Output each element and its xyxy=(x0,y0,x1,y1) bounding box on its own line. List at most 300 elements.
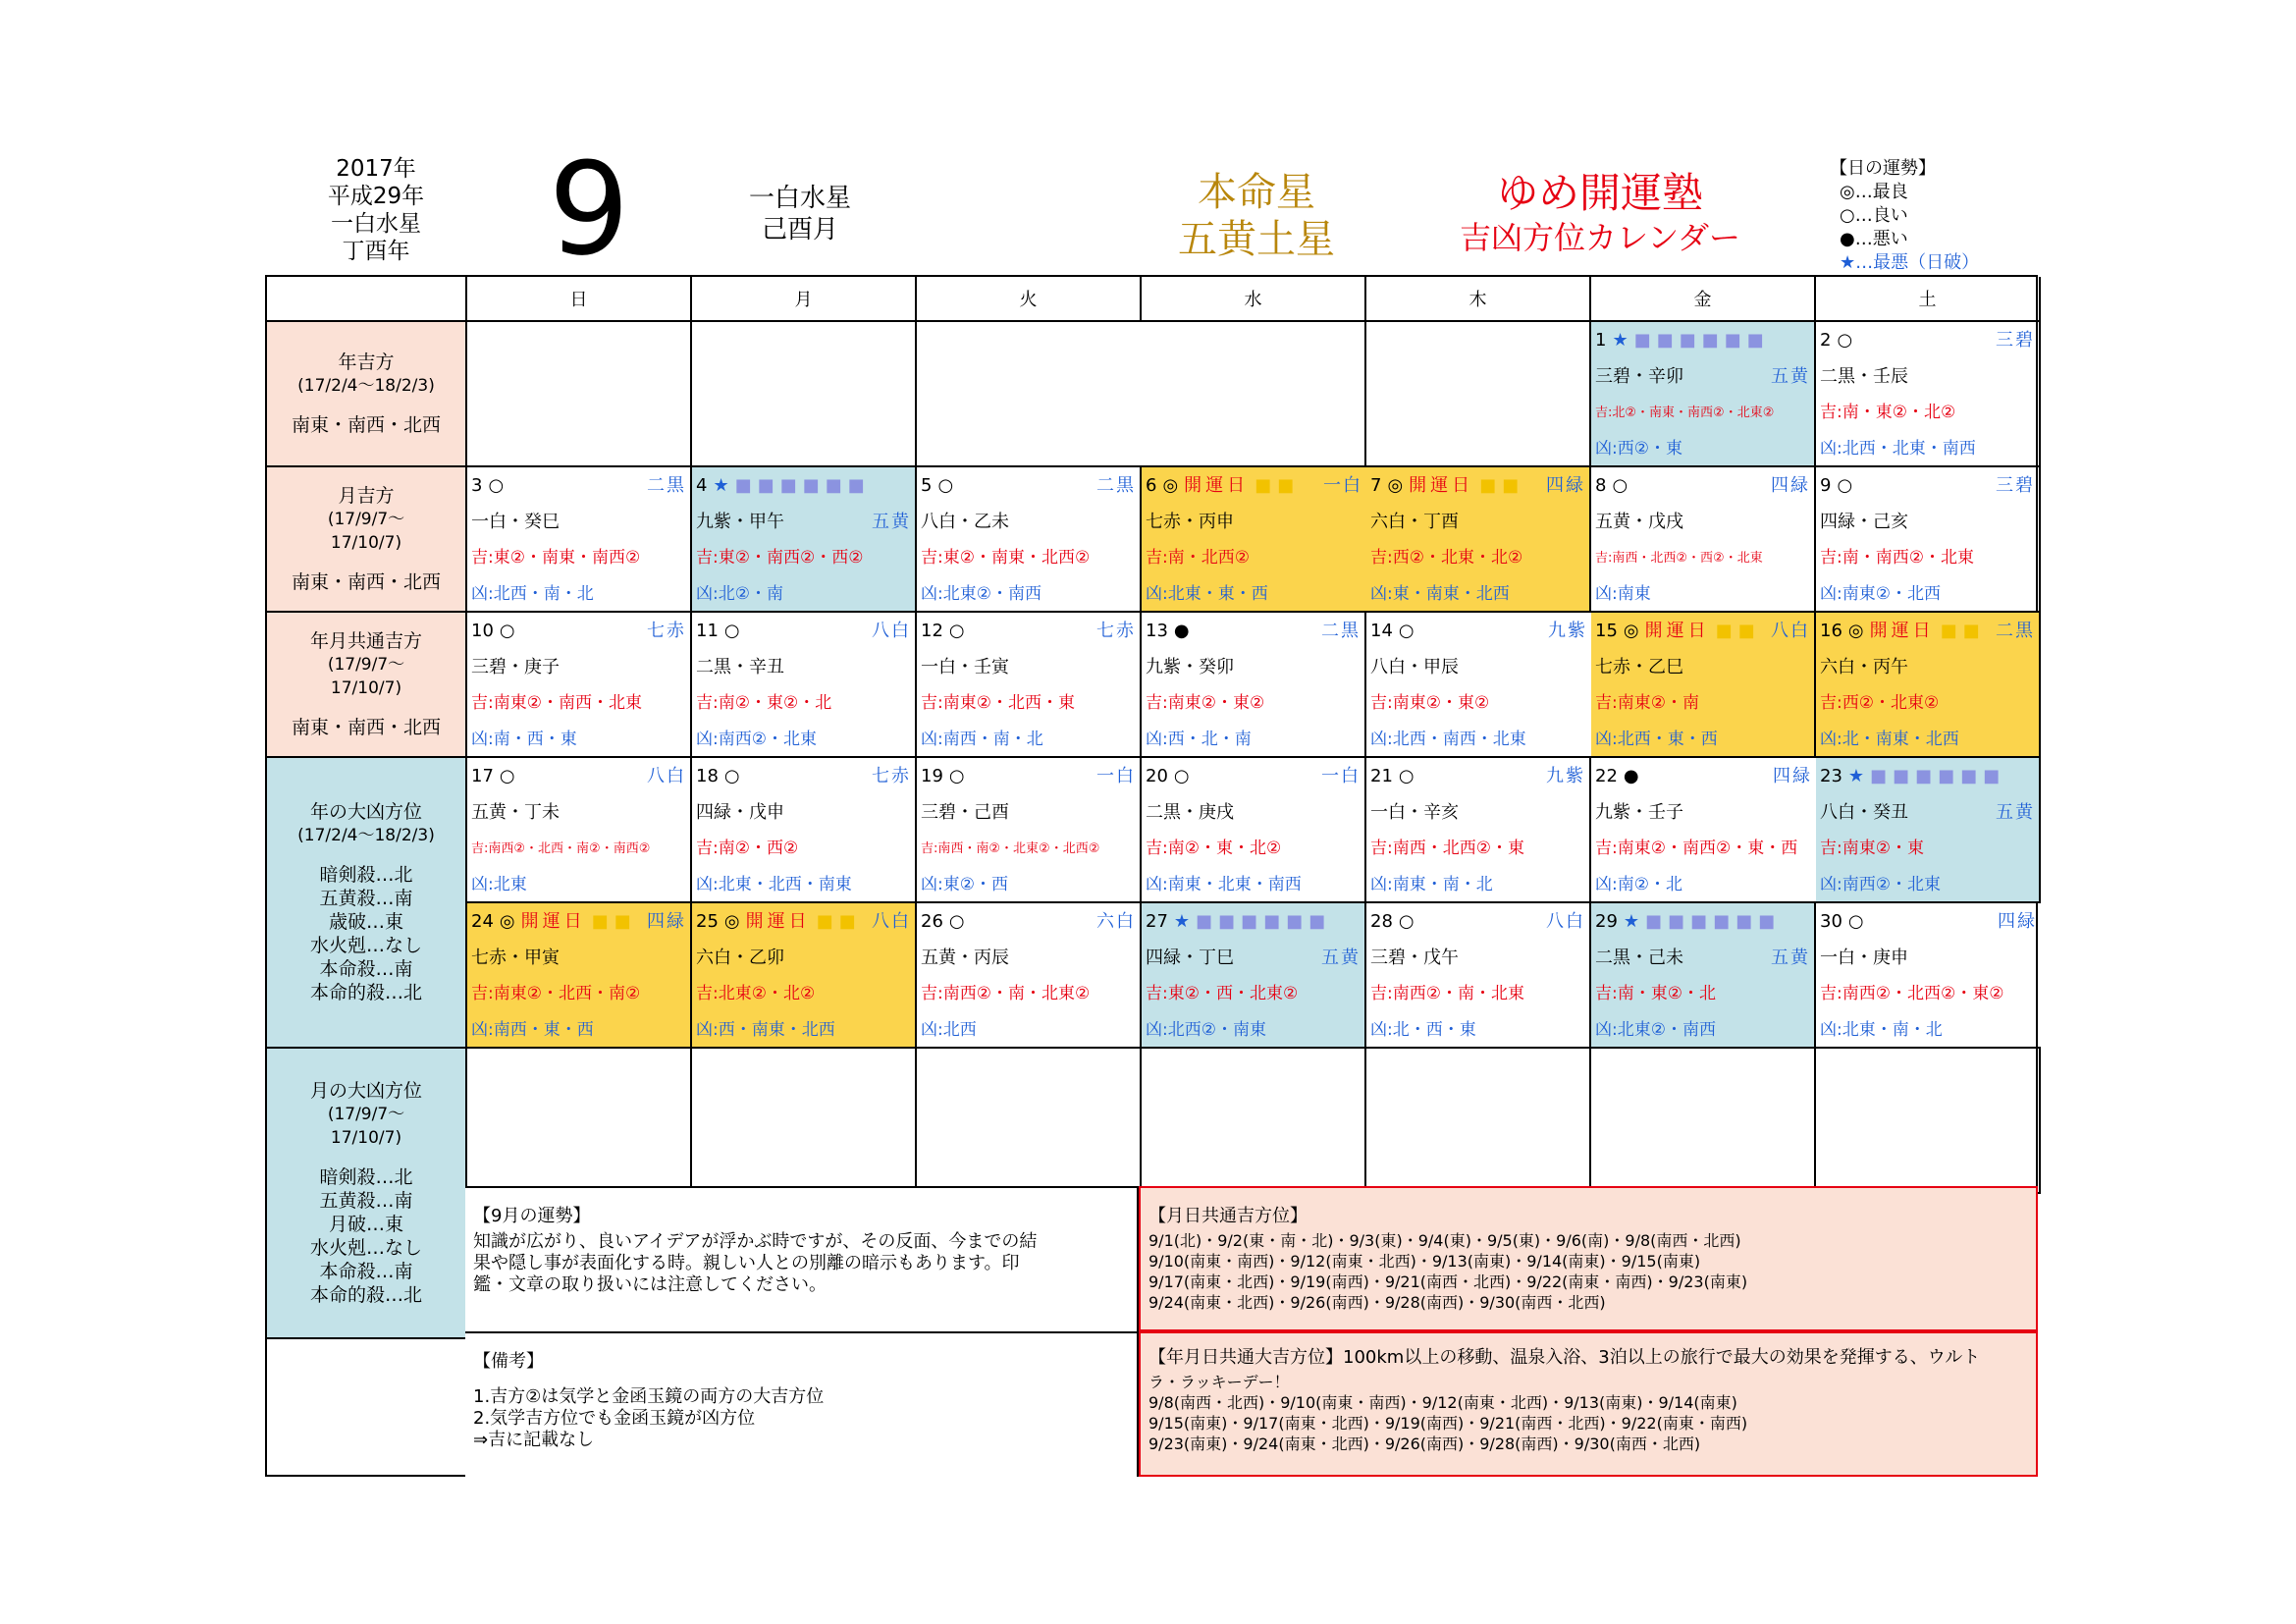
side-line: 水火剋…なし xyxy=(309,935,422,956)
side-line: 五黄殺…南 xyxy=(319,888,413,909)
year-info xyxy=(312,155,440,265)
day-lucky-directions: 吉:南西②・北西②・東② xyxy=(1820,984,2004,1003)
day-lucky-directions: 吉:南西②・北西・南②・南西② xyxy=(471,841,651,856)
empty-day-cell xyxy=(692,1049,917,1194)
side-section xyxy=(267,613,467,758)
day-number: 16 xyxy=(1820,621,1842,641)
day-kanshi: 五黄・戊戌 xyxy=(1595,512,1683,532)
day-lucky-directions: 吉:北②・南東・南西②・北東② xyxy=(1595,406,1775,420)
day-kanshi: 三碧・庚子 xyxy=(471,657,560,677)
day-kanshi: 一白・庚申 xyxy=(1820,947,1908,968)
fortune-mark-icon: ◎ xyxy=(1162,475,1179,496)
fortune-mark-icon: ○ xyxy=(499,766,515,786)
day-header xyxy=(1146,758,1190,794)
legend-item: ◎…最良 xyxy=(1840,182,1908,202)
day-unlucky-directions: 凶:西・南東・北西 xyxy=(696,1020,835,1040)
day-kanshi: 三碧・辛卯 xyxy=(1595,366,1683,387)
month-star-line: 一白水星 xyxy=(748,184,851,213)
day-lucky-directions: 吉:南西②・南・北東② xyxy=(921,984,1091,1003)
day-header xyxy=(921,467,953,504)
day-cell xyxy=(1591,322,1816,467)
day-number: 4 xyxy=(696,475,708,496)
month-star xyxy=(726,183,874,245)
day-star: 五黄 xyxy=(1321,947,1361,968)
day-star: 四緑 xyxy=(1546,475,1585,496)
day-header xyxy=(1370,467,1530,504)
day-kanshi: 五黄・丁未 xyxy=(471,802,560,823)
day-top-row xyxy=(471,758,686,794)
note-line: 9/10(南東・南西)・9/12(南東・北西)・9/13(南東)・9/14(南東)・9/15(南東) xyxy=(1148,1252,1701,1271)
day-cell xyxy=(692,758,917,903)
day-header xyxy=(471,467,504,504)
day-header xyxy=(1370,758,1415,794)
fortune-mark-icon: ★ xyxy=(1612,330,1629,351)
day-star: 八白 xyxy=(872,911,911,932)
day-number: 15 xyxy=(1595,621,1618,641)
day-top-row xyxy=(1146,467,1362,504)
day-cell xyxy=(1142,758,1366,903)
day-cell xyxy=(692,613,917,758)
day-cell xyxy=(1816,467,2041,613)
day-star: 七赤 xyxy=(872,766,911,786)
day-lucky-directions: 吉:南東②・南 xyxy=(1595,693,1699,713)
day-star: 五黄 xyxy=(872,512,911,532)
day-cell xyxy=(1591,903,1816,1049)
day-number: 1 xyxy=(1595,330,1607,351)
day-header xyxy=(1370,903,1415,940)
side-line: 南東・南西・北西 xyxy=(291,717,441,738)
day-kanshi: 七赤・乙巳 xyxy=(1595,657,1683,677)
empty-day-cell xyxy=(1816,1049,2041,1194)
day-cell xyxy=(692,467,917,613)
day-number: 25 xyxy=(696,911,719,932)
empty-day-cell xyxy=(1591,1049,1816,1194)
fortune-mark-icon: ○ xyxy=(499,621,515,641)
day-number: 21 xyxy=(1370,766,1393,786)
day-cell xyxy=(1366,467,1591,613)
day-lucky-directions: 吉:南西・南②・北東②・北西② xyxy=(921,841,1100,856)
day-unlucky-directions: 凶:北東・北西・南東 xyxy=(696,875,852,894)
day-header xyxy=(1820,613,1992,649)
day-number: 22 xyxy=(1595,766,1618,786)
day-cell xyxy=(1142,903,1366,1049)
day-number: 8 xyxy=(1595,475,1607,496)
day-unlucky-directions: 凶:北西・北東・南西 xyxy=(1820,439,1976,459)
side-line: 南東・南西・北西 xyxy=(291,571,441,593)
day-top-row xyxy=(696,613,911,649)
day-lucky-directions: 吉:東②・西・北東② xyxy=(1146,984,1299,1003)
day-cell xyxy=(1366,613,1591,758)
kaiun-label: 開運日 xyxy=(1869,621,1935,641)
day-star: 二黒 xyxy=(647,475,686,496)
brand-name: ゆめ開運塾 xyxy=(1496,169,1703,217)
day-cell xyxy=(917,903,1142,1049)
side-period: (17/2/4～18/2/3) xyxy=(297,376,435,396)
fortune-mark-icon: ○ xyxy=(1837,330,1853,351)
day-lucky-directions: 吉:南・東②・北 xyxy=(1595,984,1716,1003)
day-star: 五黄 xyxy=(1771,366,1810,387)
brand-subtitle: 吉凶方位カレンダー xyxy=(1460,219,1740,256)
empty-day-cell xyxy=(1142,1049,1366,1194)
day-header xyxy=(1595,903,1787,940)
day-header xyxy=(1820,903,1864,940)
day-number: 2 xyxy=(1820,330,1832,351)
fortune-mark-icon: ○ xyxy=(1398,766,1415,786)
day-header xyxy=(1146,467,1306,504)
side-line: 水火剋…なし xyxy=(309,1237,422,1259)
note-line: 9/8(南西・北西)・9/10(南東・南西)・9/12(南東・北西)・9/13(南東)・9/14(南東) xyxy=(1148,1393,1737,1412)
side-title: 月の大凶方位 xyxy=(309,1080,422,1102)
legend-item: ★…最悪（日破） xyxy=(1840,252,1980,273)
day-star: 四緑 xyxy=(1773,766,1812,786)
day-header xyxy=(1595,467,1628,504)
note-line: 1.吉方②は気学と金函玉鏡の両方の大吉方位 xyxy=(473,1386,825,1407)
fortune-mark-icon: ◎ xyxy=(1387,475,1404,496)
day-top-row xyxy=(696,903,911,940)
day-kanshi: 九紫・甲午 xyxy=(696,512,784,532)
side-period: 17/10/7) xyxy=(330,533,402,553)
day-kanshi: 一白・壬寅 xyxy=(921,657,1009,677)
fortune-mark-icon: ○ xyxy=(937,475,954,496)
day-unlucky-directions: 凶:南・西・東 xyxy=(471,730,577,749)
day-cell xyxy=(467,613,692,758)
square-deco-icon: ■■ xyxy=(1255,475,1301,496)
day-top-row xyxy=(921,467,1136,504)
fortune-mark-icon: ○ xyxy=(1837,475,1853,496)
note-line: 知識が広がり、良いアイデアが浮かぶ時ですが、その反面、今までの結 xyxy=(473,1231,1038,1252)
day-star: 一白 xyxy=(1323,475,1362,496)
day-unlucky-directions: 凶:北②・南 xyxy=(696,584,783,604)
day-unlucky-directions: 凶:東・南東・北西 xyxy=(1370,584,1510,604)
day-unlucky-directions: 凶:北東②・南西 xyxy=(1595,1020,1716,1040)
day-cell xyxy=(1591,613,1816,758)
day-lucky-directions: 吉:南②・東・北② xyxy=(1146,839,1282,858)
side-title: 月吉方 xyxy=(338,485,395,507)
fortune-mark-icon: ○ xyxy=(488,475,505,496)
day-lucky-directions: 吉:南・南西②・北東 xyxy=(1820,548,1974,568)
square-deco-icon: ■■ xyxy=(1479,475,1525,496)
day-lucky-directions: 吉:南東②・北西・東 xyxy=(921,693,1075,713)
year-line: 丁酉年 xyxy=(342,239,410,264)
square-deco-icon: ■■■■■■ xyxy=(1645,911,1782,932)
weekday-header: 水 xyxy=(1142,277,1366,322)
day-top-row xyxy=(1595,758,1812,794)
day-lucky-directions: 吉:南②・西② xyxy=(696,839,799,858)
day-lucky-directions: 吉:東②・南東・南西② xyxy=(471,548,641,568)
day-lucky-directions: 吉:南東②・東② xyxy=(1146,693,1265,713)
day-header xyxy=(1595,322,1776,358)
day-unlucky-directions: 凶:南東・北東・南西 xyxy=(1146,875,1302,894)
day-kanshi: 四緑・戊申 xyxy=(696,802,784,823)
day-number: 11 xyxy=(696,621,719,641)
day-unlucky-directions: 凶:南②・北 xyxy=(1595,875,1682,894)
day-lucky-directions: 吉:西②・北東・北② xyxy=(1370,548,1523,568)
side-period: (17/2/4～18/2/3) xyxy=(297,826,435,845)
day-lucky-directions: 吉:南東②・南西・北東 xyxy=(471,693,642,713)
note-title: 【9月の運勢】 xyxy=(473,1206,591,1226)
day-top-row xyxy=(921,613,1136,649)
day-number: 23 xyxy=(1820,766,1842,786)
side-line: 本命的殺…北 xyxy=(309,1284,422,1306)
day-top-row xyxy=(696,758,911,794)
day-unlucky-directions: 凶:北・西・東 xyxy=(1370,1020,1476,1040)
day-star: 六白 xyxy=(1096,911,1136,932)
day-unlucky-directions: 凶:北東・南・北 xyxy=(1820,1020,1943,1040)
day-star: 二黒 xyxy=(1996,621,2035,641)
note-line: 9/24(南東・北西)・9/26(南西)・9/28(南西)・9/30(南西・北西) xyxy=(1148,1293,1606,1312)
empty-day-cell xyxy=(467,1049,692,1194)
day-star: 七赤 xyxy=(647,621,686,641)
day-lucky-directions: 吉:南東②・東② xyxy=(1370,693,1490,713)
note-line: 2.気学吉方位でも金函玉鏡が凶方位 xyxy=(473,1408,756,1429)
fortune-mark-icon: ◎ xyxy=(723,911,740,932)
side-line: 暗剣殺…北 xyxy=(319,864,413,886)
day-top-row xyxy=(1820,322,2035,358)
day-unlucky-directions: 凶:西②・東 xyxy=(1595,439,1682,459)
day-top-row xyxy=(921,758,1136,794)
day-number: 3 xyxy=(471,475,483,496)
day-top-row xyxy=(1820,903,2037,940)
square-deco-icon: ■■■■■■ xyxy=(1633,330,1770,351)
day-top-row xyxy=(1370,758,1585,794)
day-top-row xyxy=(471,467,686,504)
day-lucky-directions: 吉:東②・南西②・西② xyxy=(696,548,864,568)
corner-cell xyxy=(267,277,467,322)
weekday-header: 火 xyxy=(917,277,1142,322)
day-star: 二黒 xyxy=(1096,475,1136,496)
note-line: ラ・ラッキーデー！ xyxy=(1148,1373,1290,1391)
day-header xyxy=(696,903,868,940)
note-line: 9/17(南東・北西)・9/19(南西)・9/21(南西・北西)・9/22(南東・南西)・9/23(南東) xyxy=(1148,1272,1748,1291)
day-number: 17 xyxy=(471,766,494,786)
day-cell xyxy=(467,467,692,613)
day-unlucky-directions: 凶:東②・西 xyxy=(921,875,1008,894)
day-kanshi: 四緑・丁巳 xyxy=(1146,947,1234,968)
honmei-title xyxy=(1148,169,1364,263)
fortune-mark-icon: ◎ xyxy=(1623,621,1639,641)
day-lucky-directions: 吉:南・北西② xyxy=(1146,548,1250,568)
weekday-header: 木 xyxy=(1366,277,1591,322)
day-unlucky-directions: 凶:南東②・北西 xyxy=(1820,584,1941,604)
side-title: 年の大凶方位 xyxy=(309,801,422,823)
side-section xyxy=(267,467,467,613)
side-title: 年吉方 xyxy=(338,352,395,373)
side-line: 歳破…東 xyxy=(328,911,403,933)
day-kanshi: 九紫・癸卯 xyxy=(1146,657,1234,677)
square-deco-icon: ■■ xyxy=(816,911,862,932)
fortune-mark-icon: ○ xyxy=(1612,475,1629,496)
day-kanshi: 二黒・辛丑 xyxy=(696,657,784,677)
square-deco-icon: ■■ xyxy=(591,911,637,932)
day-lucky-directions: 吉:南西・北西②・西②・北東 xyxy=(1595,551,1763,566)
note-line: 9/15(南東)・9/17(南東・北西)・9/19(南西)・9/21(南西・北西)・9/22(南東・南西) xyxy=(1148,1414,1748,1433)
day-unlucky-directions: 凶:北西・南・北 xyxy=(471,584,594,604)
day-cell xyxy=(1591,467,1816,613)
day-lucky-directions: 吉:南西②・南・北東 xyxy=(1370,984,1524,1003)
day-unlucky-directions: 凶:西・北・南 xyxy=(1146,730,1252,749)
day-top-row xyxy=(1820,613,2035,649)
day-header xyxy=(471,758,515,794)
side-section xyxy=(267,322,467,467)
day-number: 13 xyxy=(1146,621,1168,641)
day-header xyxy=(471,903,643,940)
square-deco-icon: ■■■■■■ xyxy=(734,475,871,496)
square-deco-icon: ■■ xyxy=(1715,621,1761,641)
side-period: (17/9/7～ xyxy=(327,655,405,675)
side-section xyxy=(267,1049,467,1339)
day-lucky-directions: 吉:南東②・南西②・東・西 xyxy=(1595,839,1798,858)
day-star: 四緑 xyxy=(1998,911,2037,932)
day-cell xyxy=(467,903,692,1049)
honmei-line: 五黄土星 xyxy=(1178,217,1335,262)
day-kanshi: 二黒・庚戌 xyxy=(1146,802,1234,823)
day-number: 19 xyxy=(921,766,943,786)
day-unlucky-directions: 凶:北東②・南西 xyxy=(921,584,1041,604)
year-line: 平成29年 xyxy=(327,184,425,209)
kaiun-label: 開運日 xyxy=(1644,621,1710,641)
day-cell xyxy=(467,758,692,903)
day-lucky-directions: 吉:南東②・北西・南② xyxy=(471,984,641,1003)
day-star: 三碧 xyxy=(1996,475,2035,496)
empty-day-cell xyxy=(1366,1049,1591,1194)
day-number: 28 xyxy=(1370,911,1393,932)
day-kanshi: 三碧・己酉 xyxy=(921,802,1009,823)
day-header xyxy=(921,613,965,649)
fortune-mark-icon: ○ xyxy=(1173,766,1190,786)
day-cell xyxy=(1816,903,2041,1049)
fortune-mark-icon: ★ xyxy=(1623,911,1640,932)
legend-item: ●…悪い xyxy=(1840,229,1908,249)
day-header xyxy=(1146,903,1337,940)
side-line: 本命殺…南 xyxy=(319,1261,413,1282)
day-kanshi: 八白・甲辰 xyxy=(1370,657,1459,677)
day-cell xyxy=(1366,758,1591,903)
day-top-row xyxy=(1146,613,1361,649)
day-unlucky-directions: 凶:南西②・北東 xyxy=(1820,875,1941,894)
day-star: 八白 xyxy=(1771,621,1810,641)
side-line: 本命殺…南 xyxy=(319,958,413,980)
fortune-mark-icon: ◎ xyxy=(1847,621,1864,641)
day-kanshi: 六白・乙卯 xyxy=(696,947,784,968)
day-number: 6 xyxy=(1146,475,1157,496)
day-header xyxy=(1820,758,2011,794)
weekday-header: 土 xyxy=(1816,277,2041,322)
fortune-mark-icon: ○ xyxy=(948,766,965,786)
day-star: 八白 xyxy=(1546,911,1585,932)
day-unlucky-directions: 凶:南西・南・北 xyxy=(921,730,1043,749)
day-kanshi: 二黒・壬辰 xyxy=(1820,366,1908,387)
day-kanshi: 一白・癸巳 xyxy=(471,512,560,532)
empty-day-cell xyxy=(1142,322,1366,467)
day-unlucky-directions: 凶:南東 xyxy=(1595,584,1651,604)
day-number: 9 xyxy=(1820,475,1832,496)
square-deco-icon: ■■■■■■ xyxy=(1196,911,1332,932)
fortune-mark-icon: ○ xyxy=(723,621,740,641)
empty-day-cell xyxy=(467,322,692,467)
day-cell xyxy=(1816,613,2041,758)
fortune-mark-icon: ○ xyxy=(1847,911,1864,932)
day-cell xyxy=(1142,613,1366,758)
day-kanshi: 五黄・丙辰 xyxy=(921,947,1009,968)
fortune-mark-icon: ○ xyxy=(948,911,965,932)
day-lucky-directions: 吉:南西・北西②・東 xyxy=(1370,839,1524,858)
day-header xyxy=(471,613,515,649)
day-kanshi: 九紫・壬子 xyxy=(1595,802,1683,823)
side-line: 暗剣殺…北 xyxy=(319,1166,413,1188)
day-star: 七赤 xyxy=(1096,621,1136,641)
day-unlucky-directions: 凶:南西・東・西 xyxy=(471,1020,594,1040)
fortune-mark-icon: ● xyxy=(1623,766,1639,786)
day-header xyxy=(921,903,965,940)
side-period: (17/9/7～ xyxy=(327,1105,405,1124)
fortune-mark-icon: ○ xyxy=(1398,621,1415,641)
legend-item: ○…良い xyxy=(1840,205,1908,226)
day-number: 20 xyxy=(1146,766,1168,786)
side-section xyxy=(267,758,467,1049)
day-unlucky-directions: 凶:北西②・南東 xyxy=(1146,1020,1266,1040)
legend xyxy=(1830,157,2026,275)
day-star: 五黄 xyxy=(1996,802,2035,823)
day-header xyxy=(696,613,740,649)
day-kanshi: 一白・辛亥 xyxy=(1370,802,1459,823)
day-header xyxy=(1146,613,1190,649)
month-star-line: 己酉月 xyxy=(761,215,838,244)
month-day-common-note xyxy=(1139,1186,2038,1331)
month-number: 9 xyxy=(548,135,630,284)
honmei-line: 本命星 xyxy=(1198,170,1315,215)
empty-day-cell xyxy=(917,322,1142,467)
year-month-day-common-note xyxy=(1139,1331,2038,1477)
day-header xyxy=(1370,613,1415,649)
day-kanshi: 八白・癸丑 xyxy=(1820,802,1908,823)
day-kanshi: 三碧・戊午 xyxy=(1370,947,1459,968)
day-number: 29 xyxy=(1595,911,1618,932)
day-cell xyxy=(1816,322,2041,467)
day-header xyxy=(696,758,740,794)
day-star: 三碧 xyxy=(1996,330,2035,351)
day-kanshi: 二黒・己未 xyxy=(1595,947,1683,968)
day-kanshi: 七赤・丙申 xyxy=(1146,512,1234,532)
day-top-row xyxy=(471,903,686,940)
note-title: 【年月日共通大吉方位】100km以上の移動、温泉入浴、3泊以上の旅行で最大の効果を発揮する、ウルト xyxy=(1148,1347,1981,1368)
side-line: 月破…東 xyxy=(328,1214,403,1235)
day-top-row xyxy=(1595,613,1810,649)
day-cell xyxy=(917,613,1142,758)
day-top-row xyxy=(1820,467,2035,504)
day-number: 30 xyxy=(1820,911,1842,932)
day-top-row xyxy=(1370,613,1587,649)
day-lucky-directions: 吉:南②・東②・北 xyxy=(696,693,832,713)
day-kanshi: 六白・丙午 xyxy=(1820,657,1908,677)
month-fortune-note xyxy=(465,1186,1139,1331)
day-star: 八白 xyxy=(647,766,686,786)
day-number: 12 xyxy=(921,621,943,641)
note-title: 【月日共通吉方位】 xyxy=(1148,1206,1308,1226)
weekday-header: 月 xyxy=(692,277,917,322)
note-line: 鑑・文章の取り扱いには注意してください。 xyxy=(473,1274,827,1295)
day-cell xyxy=(1591,758,1816,903)
day-star: 四緑 xyxy=(647,911,686,932)
day-star: 五黄 xyxy=(1771,947,1810,968)
day-star: 四緑 xyxy=(1771,475,1810,496)
day-top-row xyxy=(921,903,1136,940)
day-kanshi: 六白・丁酉 xyxy=(1370,512,1459,532)
side-period: (17/9/7～ xyxy=(327,510,405,529)
year-line: 一白水星 xyxy=(331,211,421,237)
fortune-mark-icon: ◎ xyxy=(499,911,515,932)
day-unlucky-directions: 凶:北東・東・西 xyxy=(1146,584,1268,604)
day-lucky-directions: 吉:南東②・東 xyxy=(1820,839,1924,858)
